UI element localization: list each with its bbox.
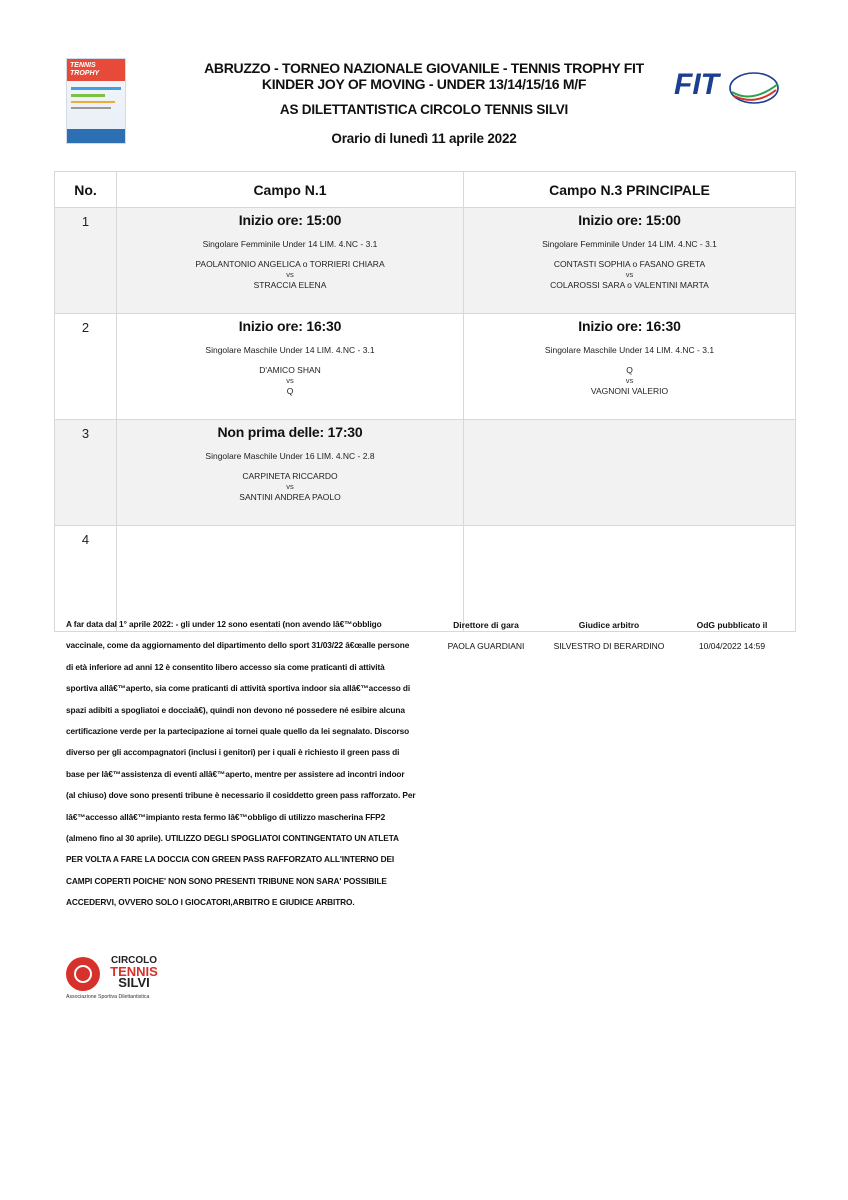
match-time: Inizio ore: 15:00 [578, 212, 681, 228]
match-category: Singolare Femminile Under 14 LIM. 4.NC - 3.1 [202, 239, 378, 249]
match-category: Singolare Maschile Under 14 LIM. 4.NC - 3.1 [205, 345, 375, 355]
tournament-title-line2: KINDER JOY OF MOVING - UNDER 13/14/15/16 M/F [261, 76, 587, 92]
versus-label: vs [625, 270, 634, 279]
player-1: D'AMICO SHAN [259, 365, 321, 375]
player-2: SANTINI ANDREA PAOLO [239, 492, 341, 502]
referee-name: SILVESTRO DI BERARDINO [553, 641, 665, 651]
match-time: Inizio ore: 15:00 [238, 212, 342, 228]
tournament-title-line1: ABRUZZO - TORNEO NAZIONALE GIOVANILE - TENNIS TROPHY FIT [204, 60, 644, 76]
referee-block [545, 620, 673, 651]
tournament-title [130, 60, 718, 92]
versus-label: vs [625, 376, 634, 385]
versus-label: vs [286, 270, 294, 279]
player-1: PAOLANTONIO ANGELICA o TORRIERI CHIARA [195, 259, 385, 269]
poster-title: TENNIS TROPHY [70, 62, 100, 77]
club-logo-line3: SILVI [118, 975, 150, 990]
published-datetime: 10/04/2022 14:59 [698, 641, 766, 651]
player-2: Q [286, 386, 294, 396]
director-label: Direttore di gara [453, 620, 519, 630]
player-2: STRACCIA ELENA [253, 280, 327, 290]
fit-logo-text: FIT [674, 68, 719, 101]
published-label: OdG pubblicato il [696, 620, 768, 630]
match-time: Inizio ore: 16:30 [238, 318, 342, 334]
empty-match-cell [464, 526, 796, 632]
versus-label: vs [286, 482, 294, 491]
referee-label: Giudice arbitro [578, 620, 640, 630]
header-no: No. [55, 172, 117, 208]
row-number: 3 [55, 420, 117, 526]
tennis-ball-icon [66, 957, 100, 991]
director-block [436, 620, 536, 651]
table-row [55, 420, 796, 526]
header-court-1: Campo N.1 [117, 172, 464, 208]
match-category: Singolare Maschile Under 14 LIM. 4.NC - 3.1 [544, 345, 715, 355]
club-logo-line1: CIRCOLO [110, 955, 158, 966]
tournament-poster-image [66, 58, 126, 144]
row-number: 4 [55, 526, 117, 632]
schedule-date: Orario di lunedì 11 aprile 2022 [331, 131, 517, 146]
player-2: VAGNONI VALERIO [590, 386, 669, 396]
row-number: 2 [55, 314, 117, 420]
match-cell [117, 208, 464, 314]
club-logo-subtitle: Associazione Sportiva Dilettantistica [66, 994, 150, 1000]
player-1: CONTASTI SOPHIA o FASANO GRETA [553, 259, 706, 269]
match-cell [464, 208, 796, 314]
covid-notes: A far data dal 1° aprile 2022: - gli under 12 sono esentati (non avendo lâ€™obbligo vaccinale, come da aggiornamento del dipartimento dello sport 31/03/22 â€œalle persone di età inferiore ad anni 12 è consentito libero accesso sia come praticanti di attività sportiva allâ€™aperto, sia come praticanti di attività sportiva indoor sia allâ€™accesso di spazi adibiti a spogliatoi e docciaâ€), quindi non devono né possedere né esibire alcuna certificazione verde per la partecipazione ai tornei quale quello da lei segnalato. Discorso diverso per gli accompagnatori (inclusi i genitori) per i quali è richiesto il green pass di base per lâ€™assistenza di eventi allâ€™aperto, mentre per assistere ad incontri indoor (al chiuso) dove sono presenti tribune è necessario il cosiddetto green pass rafforzato. Per lâ€™accesso allâ€™impianto resta fermo lâ€™obbligo di utilizzo mascherina FFP2 (almeno fino al 30 aprile). UTILIZZO DEGLI SPOGLIATOI CONTINGENTATO UN ATLETA PER VOLTA A FARE LA DOCCIA CON GREEN PASS RAFFORZATO ALL'INTERNO DEI CAMPI COPERTI POICHE' NON SONO PRESENTI TRIBUNE NON SARA' POSSIBILE ACCEDERVI, OVVERO SOLO I GIOCATORI,ARBITRO E GIUDICE ARBITRO. [66, 619, 416, 908]
match-time: Non prima delle: 17:30 [217, 424, 363, 440]
schedule-table [54, 171, 796, 632]
match-cell [464, 314, 796, 420]
published-block [684, 620, 780, 651]
table-row [55, 314, 796, 420]
match-cell [117, 420, 464, 526]
row-number: 1 [55, 208, 117, 314]
club-name: AS DILETTANTISTICA CIRCOLO TENNIS SILVI [279, 102, 569, 117]
player-1: Q [626, 365, 633, 375]
director-name: PAOLA GUARDIANI [447, 641, 525, 651]
player-1: CARPINETA RICCARDO [242, 471, 338, 481]
player-2: COLAROSSI SARA o VALENTINI MARTA [550, 280, 709, 290]
match-cell [117, 314, 464, 420]
versus-label: vs [286, 376, 294, 385]
club-logo [66, 955, 166, 1003]
match-category: Singolare Femminile Under 14 LIM. 4.NC - 3.1 [542, 239, 717, 249]
table-row [55, 208, 796, 314]
match-category: Singolare Maschile Under 16 LIM. 4.NC - 2.8 [205, 451, 375, 461]
header-court-3: Campo N.3 PRINCIPALE [464, 172, 796, 208]
club-logo-line2: TENNIS [110, 964, 158, 979]
empty-match-cell [464, 420, 796, 526]
match-time: Inizio ore: 16:30 [578, 318, 681, 334]
table-header-row [55, 172, 796, 208]
